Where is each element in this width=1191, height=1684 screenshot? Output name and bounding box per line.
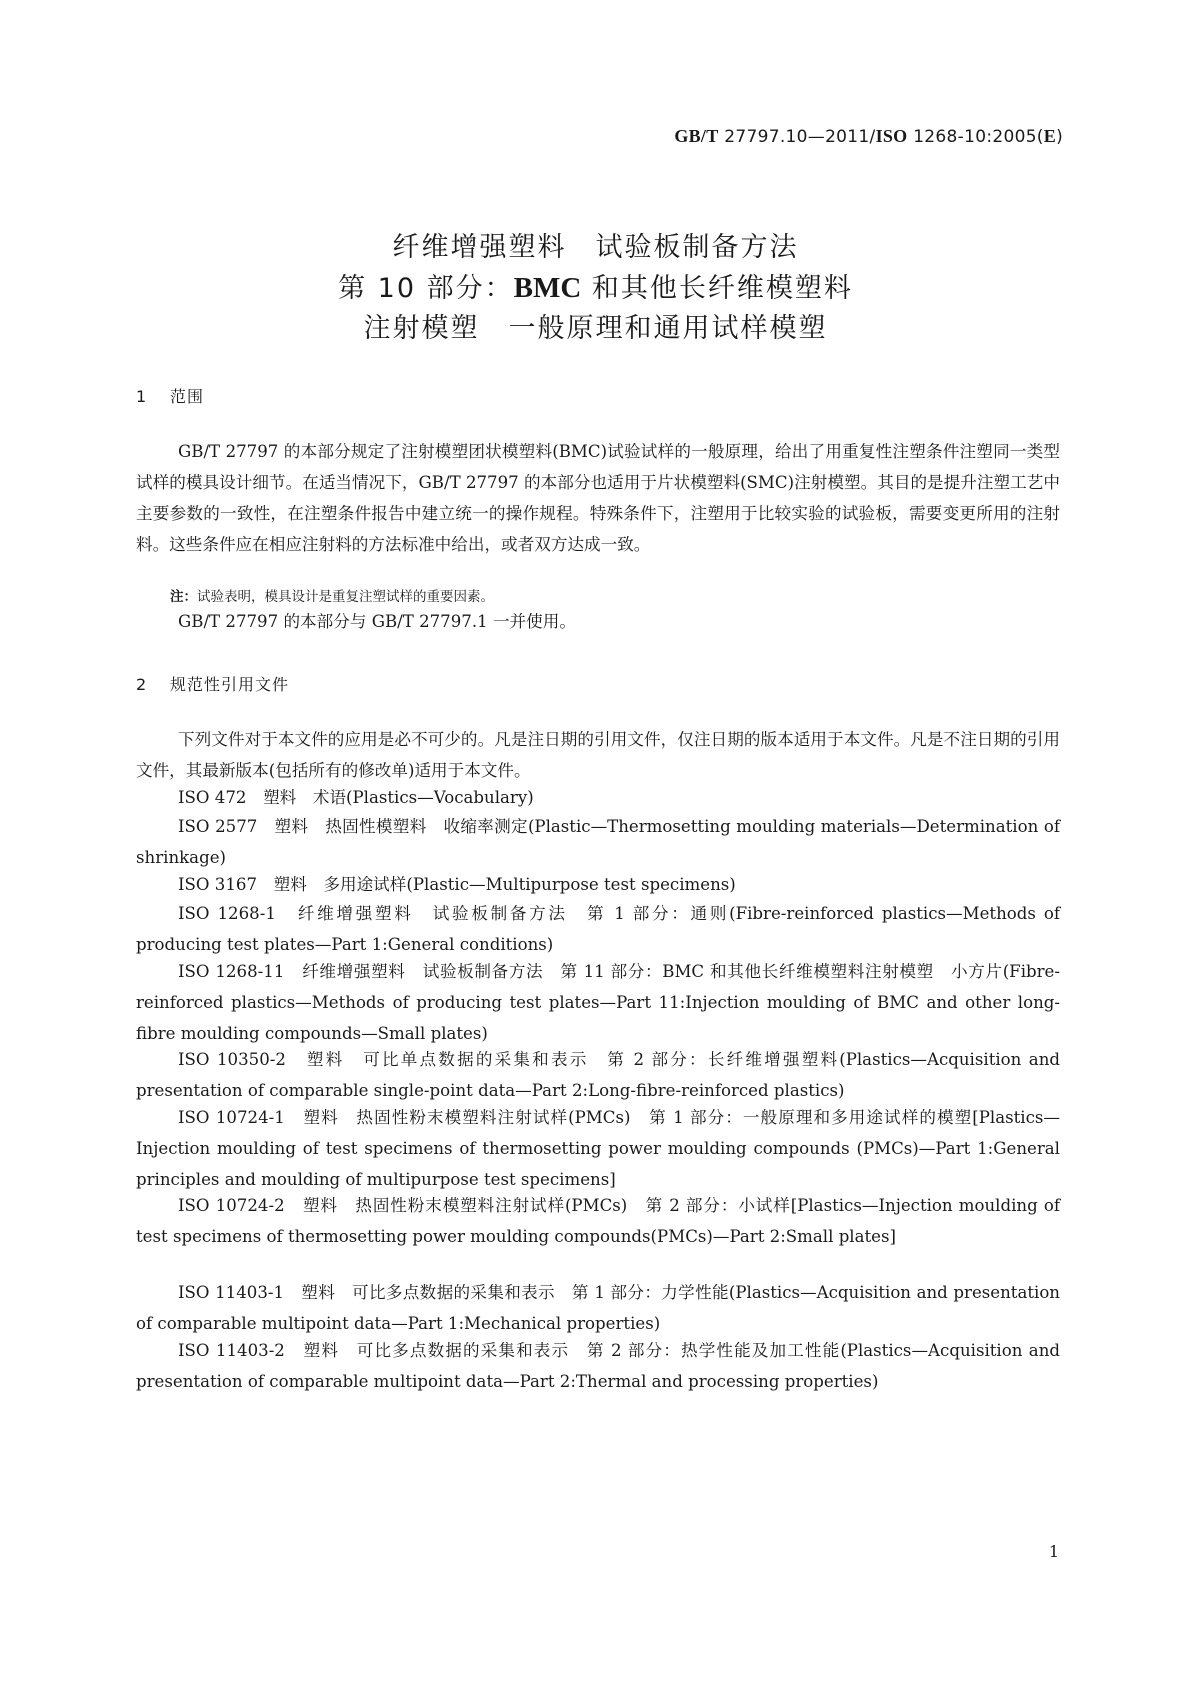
- code-iso-number: 1268-10:2005(: [907, 127, 1044, 147]
- code-iso: ISO: [875, 126, 908, 146]
- reference-item: ISO 10724-1 塑料 热固性粉末模塑料注射试样(PMCs) 第 1 部分：一般原理和多用途试样的模塑[Plastics—Injection moulding of test specimens of thermosetting power moulding compounds (PMCs)—Part 1:General principles and moulding of multipurpose test specimens]: [136, 1108, 1060, 1189]
- section-1-paragraph: GB/T 27797 的本部分规定了注射模塑团状模塑料(BMC)试验试样的一般原理，给出了用重复性注塑条件注塑同一类型试样的模具设计细节。在适当情况下，GB/T 27797 的本部分也适用于片状模塑料(SMC)注射模塑。其目的是提升注塑工艺中主要参数的一致性，在注塑条件报告中建立统一的操作规程。特殊条件下，注塑用于比较实验的试验板，需要变更所用的注射料。这些条件应在相应注射料的方法标准中给出，或者双方达成一致。: [136, 442, 1060, 554]
- reference-item: ISO 472 塑料 术语(Plastics—Vocabulary): [178, 788, 534, 807]
- standard-code: [674, 126, 1063, 147]
- code-close: ): [1056, 127, 1063, 147]
- reference-item: ISO 2577 塑料 热固性模塑料 收缩率测定(Plastic—Thermosetting moulding materials—Determination of shrinkage): [136, 817, 1060, 867]
- title-line-2: 第 10 部分：BMC 和其他长纤维模塑料: [338, 272, 853, 304]
- reference-item: ISO 3167 塑料 多用途试样(Plastic—Multipurpose test specimens): [178, 875, 736, 894]
- page-number: 1: [1048, 1542, 1059, 1561]
- code-number: 27797.10—2011/: [718, 127, 876, 147]
- reference-item: ISO 11403-1 塑料 可比多点数据的采集和表示 第 1 部分：力学性能(Plastics—Acquisition and presentation of comparable multipoint data—Part 1:Mechanical properties): [136, 1283, 1060, 1333]
- reference-item: ISO 11403-2 塑料 可比多点数据的采集和表示 第 2 部分：热学性能及加工性能(Plastics—Acquisition and presentation of comparable multipoint data—Part 2:Thermal and processing properties): [136, 1341, 1060, 1391]
- code-gbt: GB/T: [674, 126, 719, 146]
- reference-item: ISO 1268-11 纤维增强塑料 试验板制备方法 第 11 部分：BMC 和其他长纤维模塑料注射模塑 小方片(Fibre-reinforced plastics—Methods of producing test plates—Part 11:Injection moulding of BMC and other long-fibre moulding compounds—Small plates): [136, 962, 1060, 1043]
- reference-item: ISO 1268-1 纤维增强塑料 试验板制备方法 第 1 部分：通则(Fibre-reinforced plastics—Methods of producing test plates—Part 1:General conditions): [136, 904, 1060, 954]
- reference-item: ISO 10724-2 塑料 热固性粉末模塑料注射试样(PMCs) 第 2 部分：小试样[Plastics—Injection moulding of test specimens of thermosetting power moulding compounds(PMCs)—Part 2:Small plates]: [136, 1196, 1060, 1246]
- reference-item: ISO 10350-2 塑料 可比单点数据的采集和表示 第 2 部分：长纤维增强塑料(Plastics—Acquisition and presentation of comparable single-point data—Part 2:Long-fibre-reinforced plastics): [136, 1050, 1060, 1100]
- section-2-intro: 下列文件对于本文件的应用是必不可少的。凡是注日期的引用文件，仅注日期的版本适用于本文件。凡是不注日期的引用文件，其最新版本(包括所有的修改单)适用于本文件。: [136, 730, 1060, 780]
- note: 注：试验表明，模具设计是重复注塑试样的重要因素。: [170, 589, 494, 605]
- title-line-1: 纤维增强塑料 试验板制备方法: [392, 232, 799, 263]
- title-line-3: 注射模塑 一般原理和通用试样模塑: [363, 313, 828, 344]
- section-1-closing: GB/T 27797 的本部分与 GB/T 27797.1 一并使用。: [178, 612, 576, 631]
- code-lang: E: [1043, 126, 1057, 146]
- document-title: [0, 228, 1191, 349]
- section-2-heading: 2 规范性引用文件: [136, 675, 290, 694]
- section-1-heading: 1 范围: [136, 387, 205, 406]
